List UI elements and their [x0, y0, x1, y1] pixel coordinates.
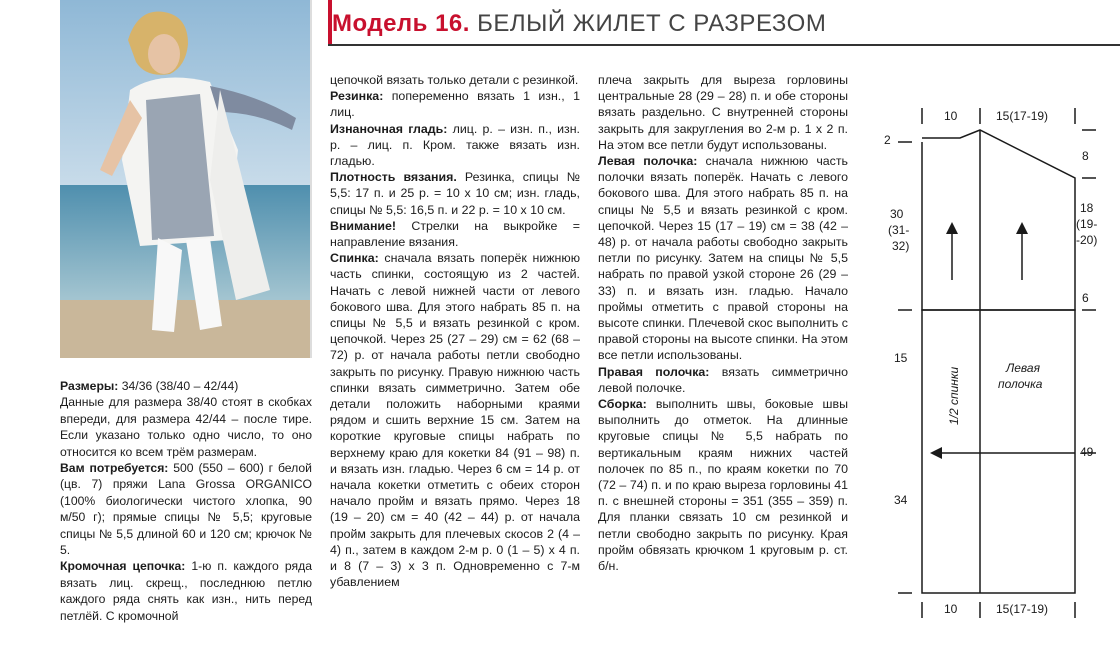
dim-left-30c: 32)	[892, 239, 910, 253]
model-name: БЕЛЫЙ ЖИЛЕТ С РАЗРЕЗОМ	[477, 10, 827, 37]
col2-paragraph	[330, 121, 580, 170]
paragraph-text: лиц. р. – изн. п., изн. р. – лиц. п. Кром. также вязать изн. гладью.	[330, 121, 580, 169]
dim-bottom-left: 10	[944, 602, 958, 616]
dim-right-18c: -20)	[1076, 233, 1098, 247]
col3-paragraph	[598, 72, 848, 153]
col1-paragraph	[60, 558, 312, 624]
arrow-up-back	[946, 222, 958, 234]
paragraph-text: 1-ю п. каждого ряда вязать лиц. скрещ., последнюю петлю каждого ряда снять как изн., нить перед петлёй. С кромочной	[60, 559, 312, 623]
paragraph-text: сначала вязать поперёк нижнюю часть спинки, состоящую из 2 частей. Начать с левой нижней части от левого бокового шва. Для этого набрать 85 п. на спицы № 5,5 и вязать резинкой с кром. цепочкой. Через 25 (27 – 29) см = 62 (68 – 72) р. от начала работы петли свободно закрыть по рисунку. Правую нижнюю часть спинки вязать симметрично. Затем обе детали положить наборными краями рядом и сшить верхние 15 см. Затем на короткие круговые спицы набрать по верхнему краю для кокетки 84 (91 – 98) п. и вязать изн. гладью. Через 6 см = 14 р. от начала кокетки отметить с обеих сторон начало пройм и вязать прямо. Через 18 (19 – 20) см = 40 (42 – 44) р. от начала пройм закрыть для плечевых скосов 2 (4 – 4) п., затем в каждом 2-м р. 0 (1 – 5) х 4 п. и 8 (7 – 3) х 3 п. Одновременно с 7-м убавлением	[330, 251, 580, 590]
dim-left-34: 34	[894, 493, 908, 507]
paragraph-heading: Плотность вязания.	[330, 170, 457, 185]
label-front-2: полочка	[998, 377, 1043, 391]
arrow-left	[930, 447, 942, 459]
col1-paragraph	[60, 394, 312, 460]
dim-left-30b: (31-	[888, 223, 910, 237]
paragraph-text: 34/36 (38/40 – 42/44)	[118, 379, 239, 393]
arrow-up-front	[1016, 222, 1028, 234]
title-bar	[328, 0, 1120, 46]
paragraph-heading: Правая полочка:	[598, 364, 710, 379]
col1-paragraph	[60, 460, 312, 558]
text-column-2	[330, 72, 580, 591]
dim-left-2: 2	[884, 133, 891, 147]
title-divider	[328, 44, 1120, 46]
text-column-3	[598, 72, 848, 574]
col2-paragraph	[330, 250, 580, 590]
paragraph-text: цепочкой вязать только детали с резинкой.	[330, 73, 579, 87]
page-title	[332, 10, 826, 38]
label-back: 1/2 спинки	[947, 366, 961, 425]
col1-paragraph	[60, 378, 312, 394]
col2-paragraph	[330, 72, 580, 88]
paragraph-heading: Сборка:	[598, 397, 647, 412]
paragraph-text: 500 (550 – 600) г белой (цв. 7) пряжи Lana Grossa ORGANICO (100% биологически чистого хлопка, 90 м/50 г); прямые спицы № 5,5; круговые спицы № 5,5 длиной 60 и 120 см; крючок № 5.	[60, 461, 312, 558]
pattern-diagram	[870, 80, 1120, 667]
pattern-lower	[922, 310, 1075, 593]
col3-paragraph	[598, 396, 848, 574]
pattern-outline	[922, 130, 1075, 310]
paragraph-text: Резинка, спицы № 5,5: 17 п. и 25 р. = 10 х 10 см; изн. гладь, спицы № 5,5: 16,5 п. и 22 р. = 10 х 10 см.	[330, 170, 580, 217]
col2-paragraph	[330, 218, 580, 250]
paragraph-text: попеременно вязать 1 изн., 1 лиц.	[330, 89, 580, 120]
col2-paragraph	[330, 169, 580, 218]
dim-top-right: 15(17-19)	[996, 109, 1049, 123]
col3-paragraph	[598, 153, 848, 364]
paragraph-heading: Спинка:	[330, 251, 379, 266]
dim-top-left: 10	[944, 109, 958, 123]
paragraph-text: плеча закрыть для выреза горловины центральные 28 (29 – 28) п. и обе стороны вязать раздельно. С внутренней стороны закрыть для закругления во 2-м р. 1 х 2 п. На этом все петли будут использованы.	[598, 73, 848, 152]
paragraph-heading: Изнаночная гладь:	[330, 121, 448, 136]
model-photo	[60, 0, 312, 358]
dim-right-6: 6	[1082, 291, 1089, 305]
col3-paragraph	[598, 364, 848, 396]
paragraph-heading: Левая полочка:	[598, 154, 698, 169]
label-front-1: Левая	[1006, 361, 1040, 375]
paragraph-heading: Размеры:	[60, 379, 119, 393]
paragraph-heading: Внимание!	[330, 218, 397, 233]
paragraph-heading: Вам потребуется:	[60, 461, 169, 476]
paragraph-text: выполнить швы, боковые швы выполнить до отметок. На длинные круговые спицы № 5,5 набрать по вертикальным краям нижних частей полочек по 85 п., по краям кокетки по 70 (72 – 74) п. и по краю выреза горловины 41 п. с внешней стороны = 351 (355 – 359) п. Для планки связать 10 см резинкой и петли свободно закрыть по рисунку. Края пройм обвязать крючком 1 круговым р. ст. б/н.	[598, 397, 848, 574]
paragraph-heading: Резинка:	[330, 89, 384, 104]
paragraph-text: Данные для размера 38/40 стоят в скобках впереди, для размера 42/44 – после тире. Если указано только одно число, то оно относится ко всем трём размерам.	[60, 395, 312, 459]
dim-bottom-right: 15(17-19)	[996, 602, 1049, 616]
paragraph-text: Стрелки на выкройке = направление вязания.	[330, 218, 580, 250]
dim-right-18: 18	[1080, 201, 1094, 215]
dim-left-30: 30	[890, 207, 904, 221]
dim-right-8: 8	[1082, 149, 1089, 163]
dim-right-49: 49	[1080, 445, 1094, 459]
paragraph-text: сначала нижнюю часть полочки вязать поперёк. Начать с левого бокового шва. Для этого набрать 85 п. на спицы № 5,5 и вязать резинкой с кром. цепочкой. Через 15 (17 – 19) см = 38 (42 – 48) р. от начала работы свободно закрыть петли по рисунку. Затем на спицы № 5,5 набрать по правой узкой стороне 26 (29 – 33) п. и вязать изн. гладью. Начало проймы отметить с правой стороны на высоте спинки. Плечевой скос выполнить с правой стороны на высоте спинки. На этом все петли использованы.	[598, 154, 848, 363]
dim-right-18b: (19-	[1076, 217, 1098, 231]
col2-paragraph	[330, 88, 580, 120]
model-number: Модель 16.	[332, 10, 470, 37]
dim-left-15: 15	[894, 351, 908, 365]
paragraph-text: вязать симметрично левой полочке.	[598, 364, 849, 395]
paragraph-heading: Кромочная цепочка:	[60, 559, 186, 574]
text-column-1	[60, 378, 312, 624]
